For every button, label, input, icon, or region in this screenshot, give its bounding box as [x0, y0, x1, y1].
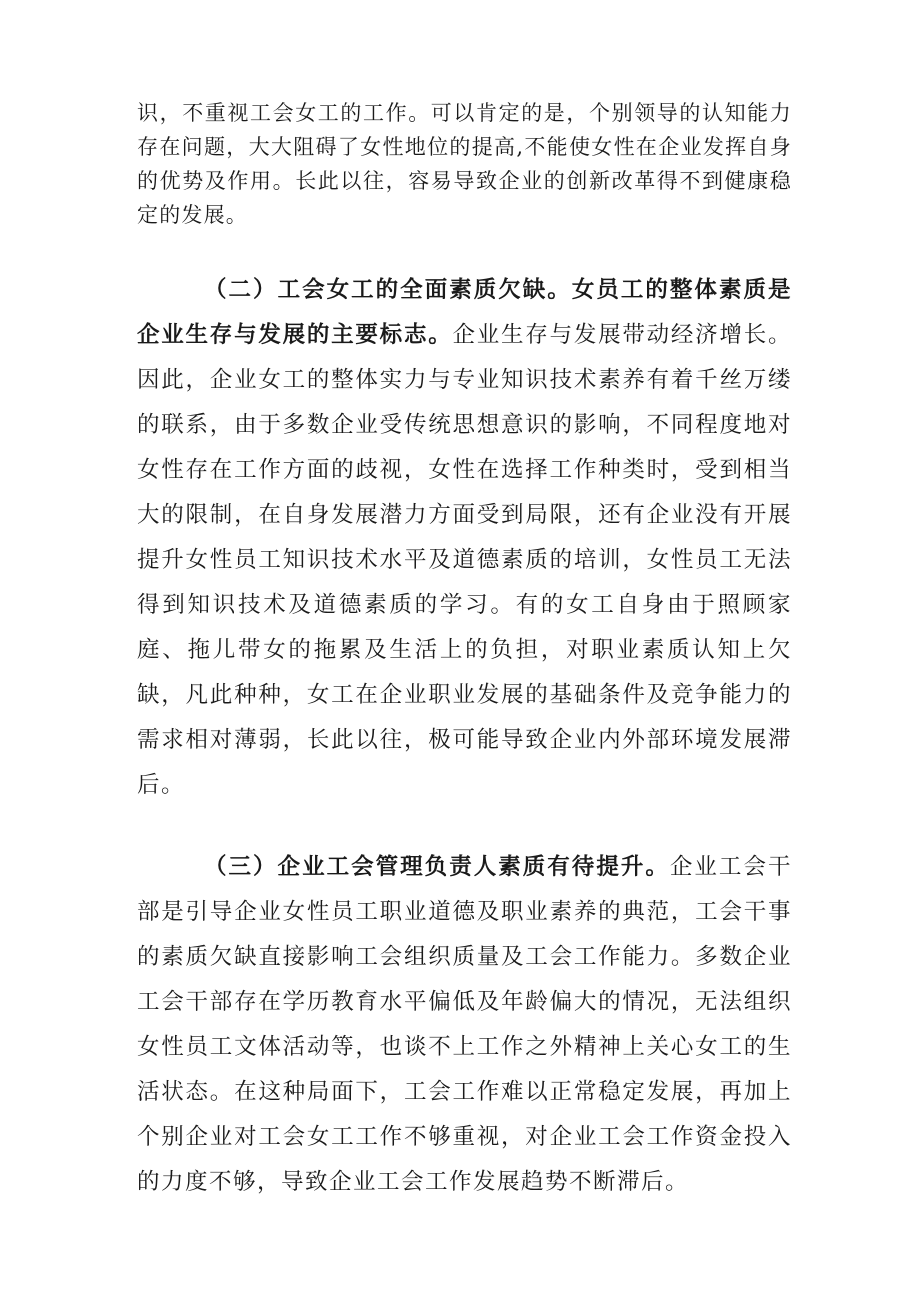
paragraph-section-two — [137, 268, 792, 808]
paragraph-section-three — [137, 845, 792, 1205]
section-three-heading: （三）企业工会管理负责人素质有待提升。 — [204, 854, 670, 880]
paragraph-continuation — [137, 96, 792, 232]
paragraph-text: 企业生存与发展带动经济增长。因此，企业女工的整体实力与专业知识技术素养有着千丝万缕的联系，由于多数企业受传统思想意识的影响，不同程度地对女性存在工作方面的歧视，女性在选择工作种类时，受到相当大的限制，在自身发展潜力方面受到局限，还有企业没有开展提升女性员工知识技术水平及道德素质的培训，女性员工无法得到知识技术及道德素质的学习。有的女工自身由于照顾家庭、拖儿带女的拖累及生活上的负担，对职业素质认知上欠缺，凡此种种，女工在企业职业发展的基础条件及竞争能力的需求相对薄弱，长此以往，极可能导致企业内外部环境发展滞后。 — [137, 322, 792, 798]
paragraph-text: 识，不重视工会女工的工作。可以肯定的是，个别领导的认知能力存在问题，大大阻碍了女性地位的提高,不能使女性在企业发挥自身的优势及作用。长此以往，容易导致企业的创新改革得不到健康稳定的发展。 — [137, 101, 792, 227]
section-two-heading: （二）工会女工的全面素质欠缺。女员工的整体素质是企业生存与发展的主要标志。 — [137, 277, 792, 348]
document-page — [137, 96, 792, 1205]
paragraph-text: 企业工会干部是引导企业女性员工职业道德及职业素养的典范，工会干事的素质欠缺直接影响工会组织质量及工会工作能力。多数企业工会干部存在学历教育水平偏低及年龄偏大的情况，无法组织女性员工文体活动等，也谈不上工作之外精神上关心女工的生活状态。在这种局面下，工会工作难以正常稳定发展，再加上个别企业对工会女工工作不够重视，对企业工会工作资金投入的力度不够，导致企业工会工作发展趋势不断滞后。 — [137, 854, 792, 1195]
